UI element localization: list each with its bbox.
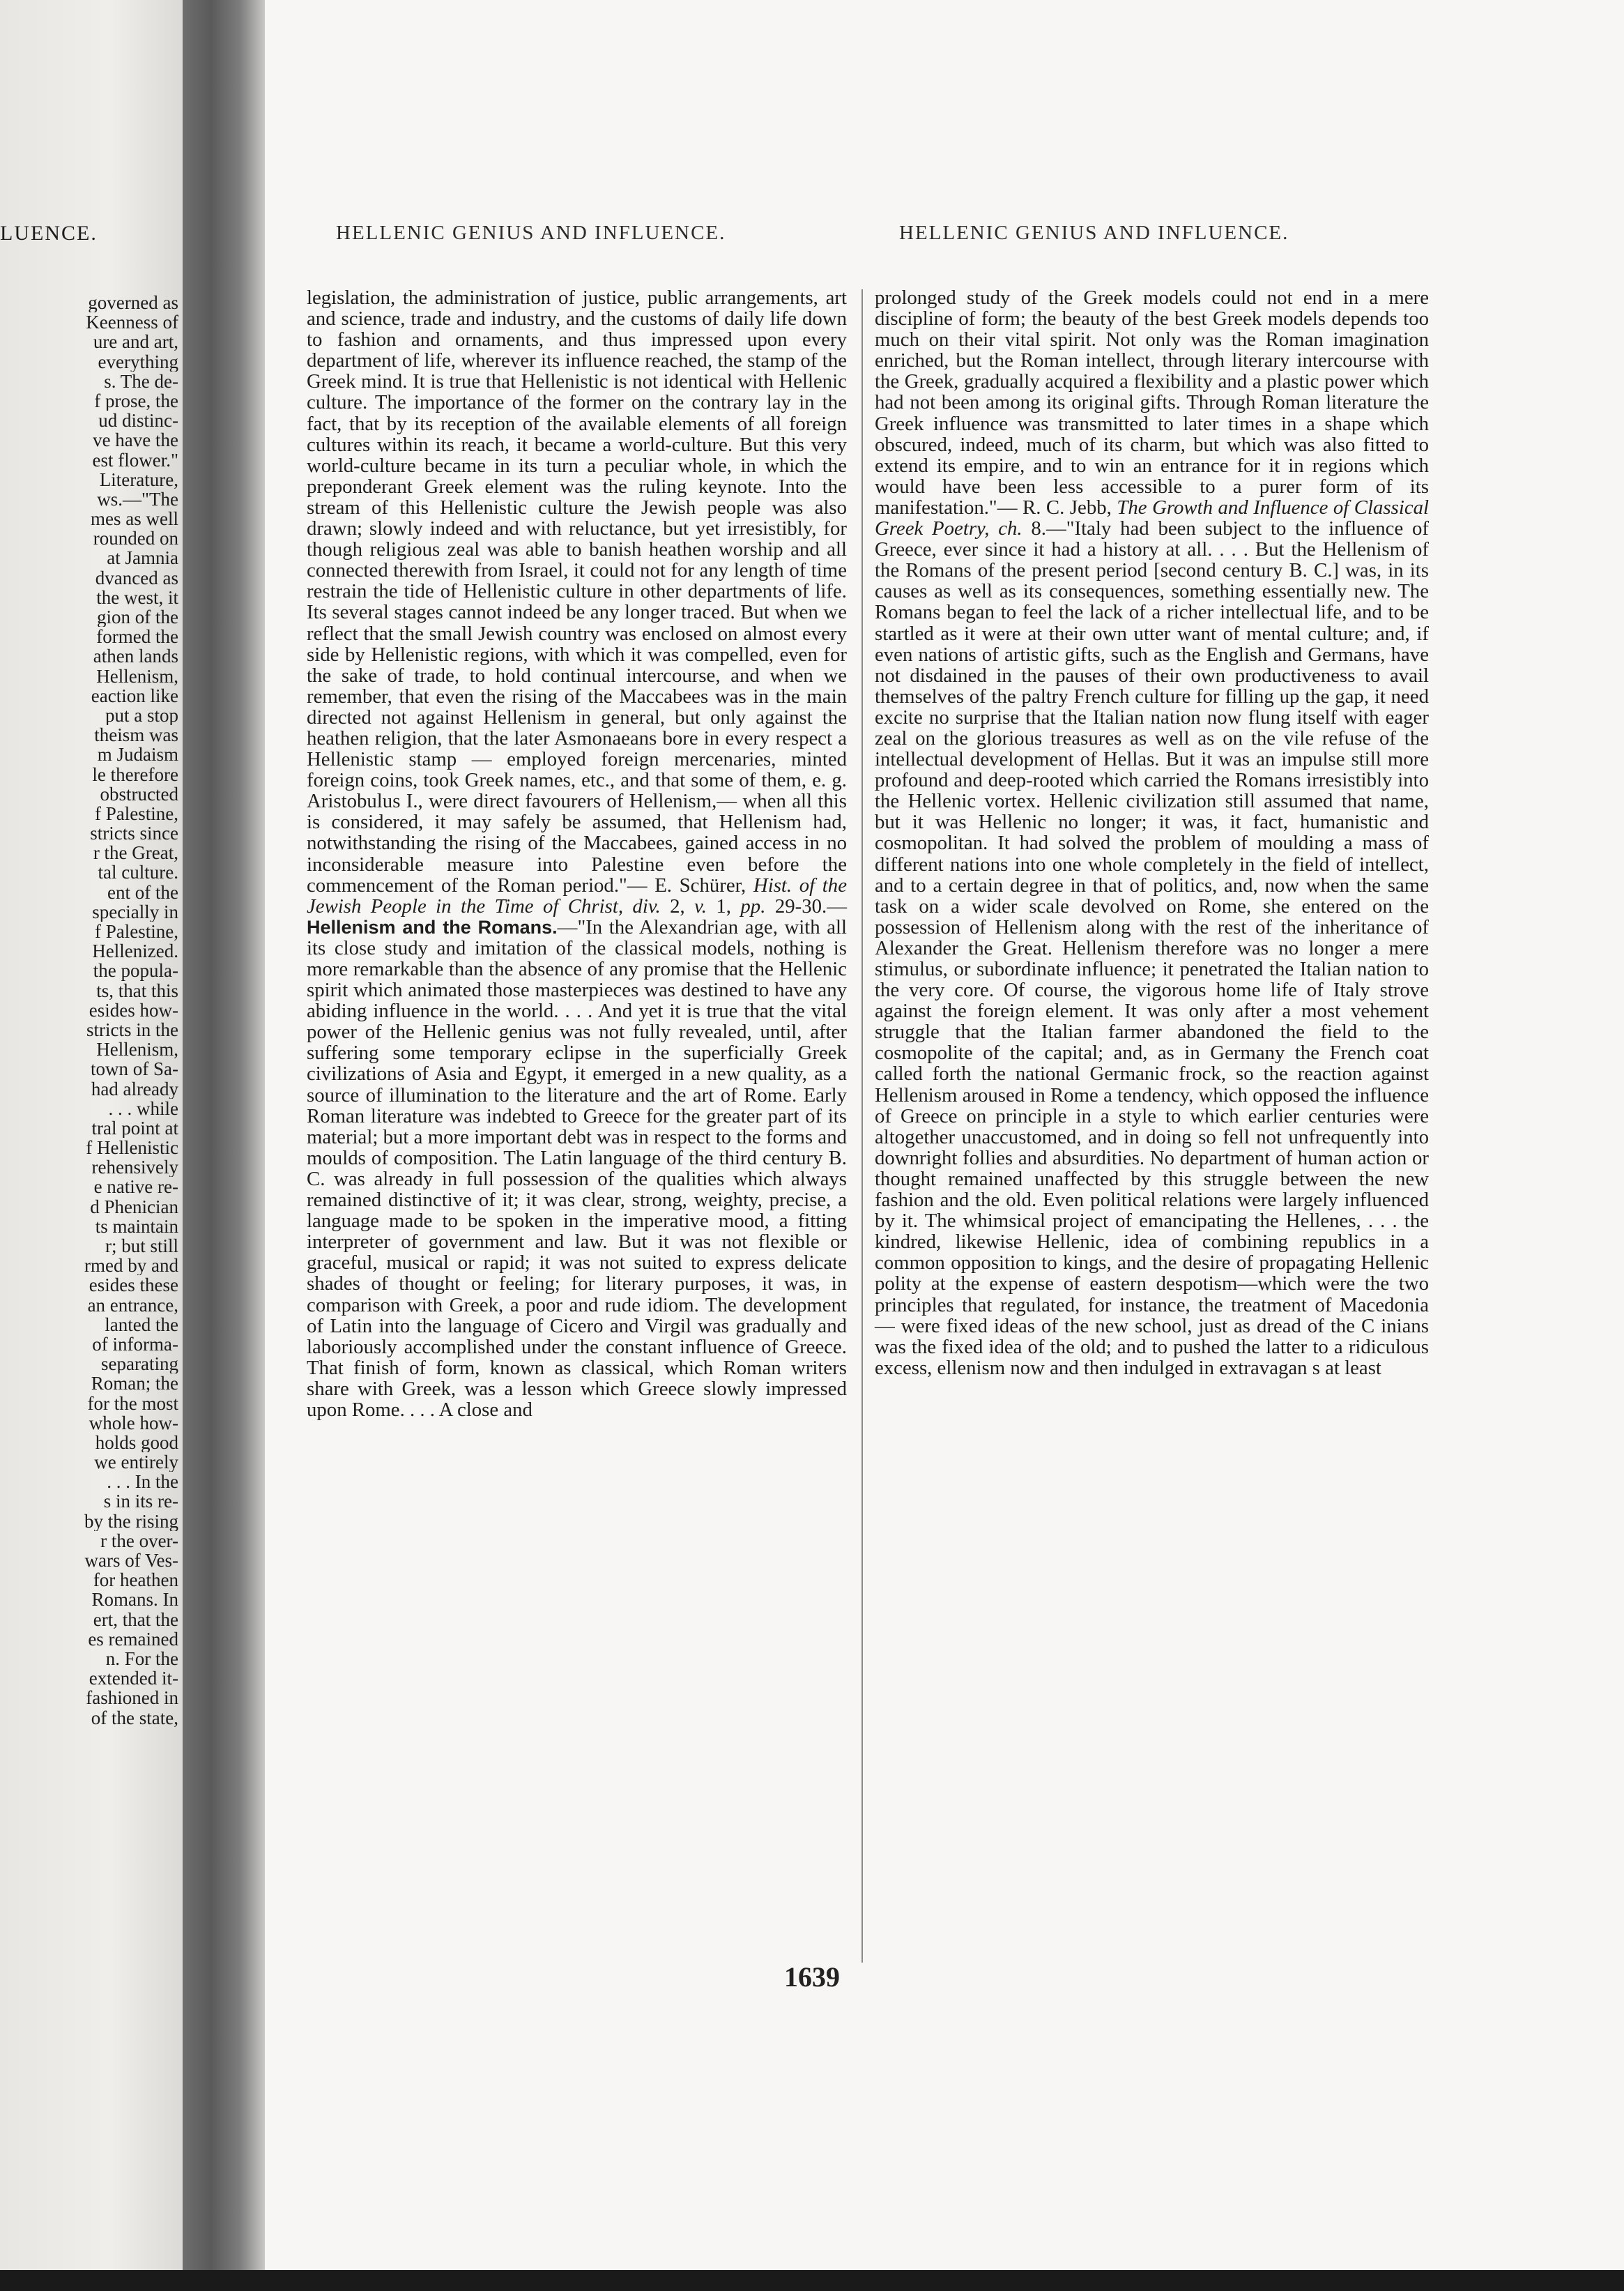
facing-page-line: extended it- — [89, 1668, 178, 1689]
facing-page-line: r the Great, — [93, 843, 178, 863]
body-text: "Italy had been subject to the influence of Greece, ever since it had a history at all. . . . But the Hellenism of the Romans of the present period [second century B. C.] was, in its causes as well as its consequences, something essentially new. The Romans began to feel the lack of a richer intellectual life, and to be startled as it were at their own utter want of mental culture; and, if even nations of artistic gifts, such as the English and Germans, have not disdained in the pauses of their own productiveness to avail themselves of the paltry French culture for filling up the gap, it need excite no surprise that the Italian nation now flung itself with eager zeal on the glorious treasures as well as on the vile refuse of the intellectual development of Hellas. But it was an impulse still more profound and deep-rooted which carried the Romans irresistibly into the Hellenic vortex. Hellenic civilization still assumed that name, but it was Hellenic no longer; it was, it fact, humanistic and cosmopolitan. It had solved the problem of moulding a mass of different nations into one whole completely in the field of intellect, and to a certain degree in that of politics, and, now when the same task on a wider scale devolved on Rome, she entered on the possession of Hellenism along with the rest of the inheritance of Alexander the Great. Hellenism therefore was no longer a mere stimulus, or subordinate influence; it penetrated the Italian nation to the very core. Of course, the vigorous home life of Italy strove against the foreign element. It was only after a most vehement struggle that the Italian farmer abandoned the field to the cosmopolite of the capital; and, as in Germany the French coat called forth the national Germanic frock, so the reaction against Hellenism aroused in Rome a tendency, which opposed the influence of Greece on principle in a style to which earlier centuries were altogether unaccustomed, and in doing so fell not unfrequently into downright follies and absurdities. No department of human action or thought remained unaffected by this struggle between the new fashion and the old. Even political relations were largely influenced by it. The whimsical project of emancipating the Hellenes, . . . the kindred, likewise Hellenic, idea of combining republics in a common opposition to kings, and the desire of propagating Hellenic polity at the expense of eastern despotism—which were the two principles that regulated, for instance, the treatment of Macedonia — were fixed ideas of the new school, just as dread of the C inians was the fixed idea of the old; and to pushed the latter to a ridiculous excess, ellenism now and then indulged in extravagan s at least — [875, 517, 1429, 1379]
facing-page-line: f Hellenistic — [86, 1138, 178, 1158]
facing-page-line: rmed by and — [84, 1256, 178, 1276]
facing-page-line: for heathen — [93, 1570, 178, 1590]
facing-page-line: m Judaism — [97, 745, 178, 765]
facing-page-line: put a stop — [105, 705, 178, 726]
facing-page-line: ve have the — [93, 430, 178, 450]
facing-page-line: est flower." — [92, 450, 178, 470]
running-head-right: HELLENIC GENIUS AND INFLUENCE. — [899, 222, 1289, 244]
citation-title: Hist. of the Jewish People in the Time of Christ, div. — [307, 874, 847, 918]
facing-page-line: theism was — [94, 725, 178, 745]
facing-page-line: Hellenism, — [96, 666, 178, 686]
facing-page-line: the popula- — [93, 961, 178, 981]
facing-page-line: for the most — [87, 1393, 178, 1413]
body-text: —"In the Alexandrian age, with all its close study and imitation of the classical models, nothing is more remarkable than the absence of any promise that the Hellenic spirit which animated those masterpieces was destined to have any abiding influence in the world. . . . And yet it is true that the vital power of the Hellenic genius was not fully revealed, until, after suffering some temporary eclipse in the superficially Greek civilizations of Asia and Egypt, it emerged in a new quality, as a source of illumination to the literature and the art of Rome. Early Roman literature was indebted to Greece for the greater part of its material; but a more important debt was in respect to the forms and moulds of composition. The Latin language of the third century B. C. was already in full possession of the qualities which always remained distinctive of it; it was clear, strong, weighty, precise, a language made to be spoken in the imperative mood, a fitting interpreter of government and law. But it was not flexible or graceful, musical or rapid; it was not suited to express delicate shades of thought or feeling; for literary purposes, it was, in comparison with Greek, a poor and rude idiom. The development of Latin into the language of Cicero and Virgil was gradually and laboriously accomplished under the constant influence of Greece. That finish of form, known as classical, which Roman writers share with Greek, was a lesson which Greece slowly impressed upon Rome. . . . A close and — [307, 915, 847, 1421]
column-divider — [861, 289, 863, 1963]
facing-page-line: Hellenism, — [96, 1040, 178, 1060]
facing-page-line: esides these — [89, 1275, 178, 1295]
body-text: prolonged study of the Greek models could not end in a mere discipline of form; the beauty of the best Greek models depends too much on their vital spirit. Not only was the Roman imagination enriched, but the Roman intellect, through literary intercourse with the Greek, gradually acquired a flexibility and a plastic power which had not been among its original gifts. Through Roman literature the Greek influence was transmitted to later times in a shape which obscured, indeed, much of its charm, but which was also fitted to extend its empire, and to win an entrance for it in regions which would have been less accessible to a purer form of its manifestation."— R. C. Jebb, — [875, 287, 1429, 519]
scan-bottom-edge — [0, 2270, 1624, 2291]
facing-page-line: d Phenician — [90, 1196, 178, 1217]
facing-page-line: Romans. In — [91, 1590, 178, 1610]
facing-page-line: Literature, — [99, 469, 178, 489]
facing-page-line: Hellenized. — [92, 941, 178, 961]
page-number: 1639 — [784, 1961, 840, 1993]
facing-page-line: of the state, — [91, 1707, 178, 1728]
facing-page-line: the west, it — [96, 587, 178, 607]
facing-page-line: whole how- — [89, 1413, 178, 1433]
facing-page-line: r; but still — [105, 1236, 178, 1256]
facing-page-line: athen lands — [93, 646, 178, 667]
citation-text: 2, — [660, 895, 695, 918]
facing-page-line: eaction like — [91, 685, 178, 706]
facing-page-line: ert, that the — [93, 1609, 178, 1629]
facing-page-line: rehensively — [91, 1157, 178, 1178]
facing-page-line: n. For the — [105, 1648, 178, 1669]
facing-page-line: s. The de- — [104, 371, 178, 391]
facing-page-line: es remained — [88, 1629, 178, 1649]
facing-page-line: stricts in the — [86, 1019, 178, 1040]
facing-page-line: Keenness of — [86, 312, 178, 333]
text-column-left — [307, 287, 847, 1420]
facing-page-line: s in its re- — [103, 1491, 178, 1512]
facing-page-line: at Jamnia — [107, 548, 178, 568]
facing-page-text — [0, 293, 178, 1728]
facing-page-line: everything — [98, 351, 178, 372]
facing-page-line: town of Sa- — [91, 1059, 178, 1079]
facing-page-line: we entirely — [94, 1452, 178, 1472]
citation-abbrev: v. — [694, 895, 707, 918]
facing-page-line: r the over- — [100, 1530, 178, 1551]
running-head-left: HELLENIC GENIUS AND INFLUENCE. — [336, 222, 726, 244]
facing-page-line: lanted the — [105, 1314, 178, 1334]
text-column-right — [875, 287, 1429, 1378]
facing-page-line: ts, that this — [96, 980, 178, 1000]
facing-page-line: le therefore — [92, 764, 178, 784]
facing-page-line: formed the — [96, 627, 178, 647]
facing-page-line: had already — [91, 1079, 178, 1099]
section-heading: Hellenism and the Romans. — [307, 916, 558, 938]
facing-page-line: dvanced as — [95, 568, 178, 588]
book-gutter — [183, 0, 265, 2291]
facing-page-line: . . . while — [108, 1098, 178, 1118]
facing-page-line: f Palestine, — [95, 922, 178, 942]
facing-page-line: tal culture. — [98, 862, 178, 883]
facing-page-line: ud distinc- — [98, 411, 178, 431]
facing-page-line: esides how- — [89, 1000, 178, 1020]
facing-page-line: mes as well — [91, 509, 178, 529]
facing-page-line: . . . In the — [107, 1472, 178, 1492]
citation-text: 1, — [706, 895, 741, 918]
facing-page-line: of informa- — [92, 1334, 178, 1355]
facing-page-line: ws.—"The — [97, 489, 178, 510]
facing-page-line: tral point at — [91, 1118, 178, 1139]
facing-page-line: f Palestine, — [95, 803, 178, 824]
facing-page-line: gion of the — [97, 607, 178, 627]
facing-page-line: fashioned in — [86, 1688, 178, 1708]
facing-page-line: f prose, the — [94, 390, 178, 411]
citation-abbrev: pp. — [740, 895, 766, 918]
facing-page-line: wars of Ves- — [84, 1551, 178, 1571]
facing-page-line: stricts since — [90, 823, 178, 844]
facing-page-line: ts maintain — [95, 1216, 178, 1236]
facing-page-line: separating — [101, 1354, 178, 1374]
facing-page-line: governed as — [88, 293, 178, 313]
facing-page-line: an entrance, — [87, 1295, 178, 1315]
facing-page-line: rounded on — [93, 528, 178, 549]
facing-page-edge — [0, 0, 183, 2291]
citation-text: 8.— — [1022, 517, 1066, 540]
facing-page-line: by the rising — [84, 1511, 178, 1531]
facing-page-line: Roman; the — [91, 1373, 178, 1394]
facing-page-line: specially in — [92, 901, 178, 922]
facing-page-line: obstructed — [100, 784, 178, 804]
facing-page-header: LUENCE. — [0, 222, 98, 245]
facing-page-line: e native re- — [93, 1177, 178, 1197]
facing-page-line: holds good — [95, 1432, 178, 1453]
facing-page-line: ure and art, — [93, 332, 178, 352]
facing-page-line: ent of the — [107, 882, 178, 902]
body-text: legislation, the administration of justice, public arrangements, art and science, trade and industry, and the customs of daily life down to fashion and ornaments, and thus impressed upon every department of life, wherever its influence reached, the stamp of the Greek mind. It is true that Hellenistic is not identical with Hellenic culture. The importance of the former on the contrary lay in the fact, that by its reception of the available elements of all foreign cultures within its reach, it became a world-culture. But this very world-culture became in its turn a peculiar whole, in which the preponderant Greek element was the ruling keynote. Into the stream of this Hellenistic culture the Jewish people was also drawn; slowly indeed and with reluctance, but yet irresistibly, for though religious zeal was able to banish heathen worship and all connected therewith from Israel, it could not for any length of time restrain the tide of Hellenistic culture in other departments of life. Its several stages cannot indeed be any longer traced. But when we reflect that the small Jewish country was enclosed on almost every side by Hellenistic regions, with which it was compelled, even for the sake of trade, to hold continual intercourse, and when we remember, that even the rising of the Maccabees was in the main directed not against Hellenism in general, but only against the heathen religion, that the later Asmonaeans bore in every respect a Hellenistic stamp — employed foreign mercenaries, minted foreign coins, took Greek names, etc., and that some of them, e. g. Aristobulus I., were direct favourers of Hellenism,— when all this is considered, it may safely be assumed, that Hellenism had, notwithstanding the rising of the Maccabees, gained access in no inconsiderable measure into Palestine even before the commencement of the Roman period."— E. Schürer, — [307, 287, 847, 897]
citation-text: 29-30.— — [765, 895, 848, 918]
citation-title: The Growth and Influence of Classical Greek Poetry, ch. — [875, 496, 1429, 540]
